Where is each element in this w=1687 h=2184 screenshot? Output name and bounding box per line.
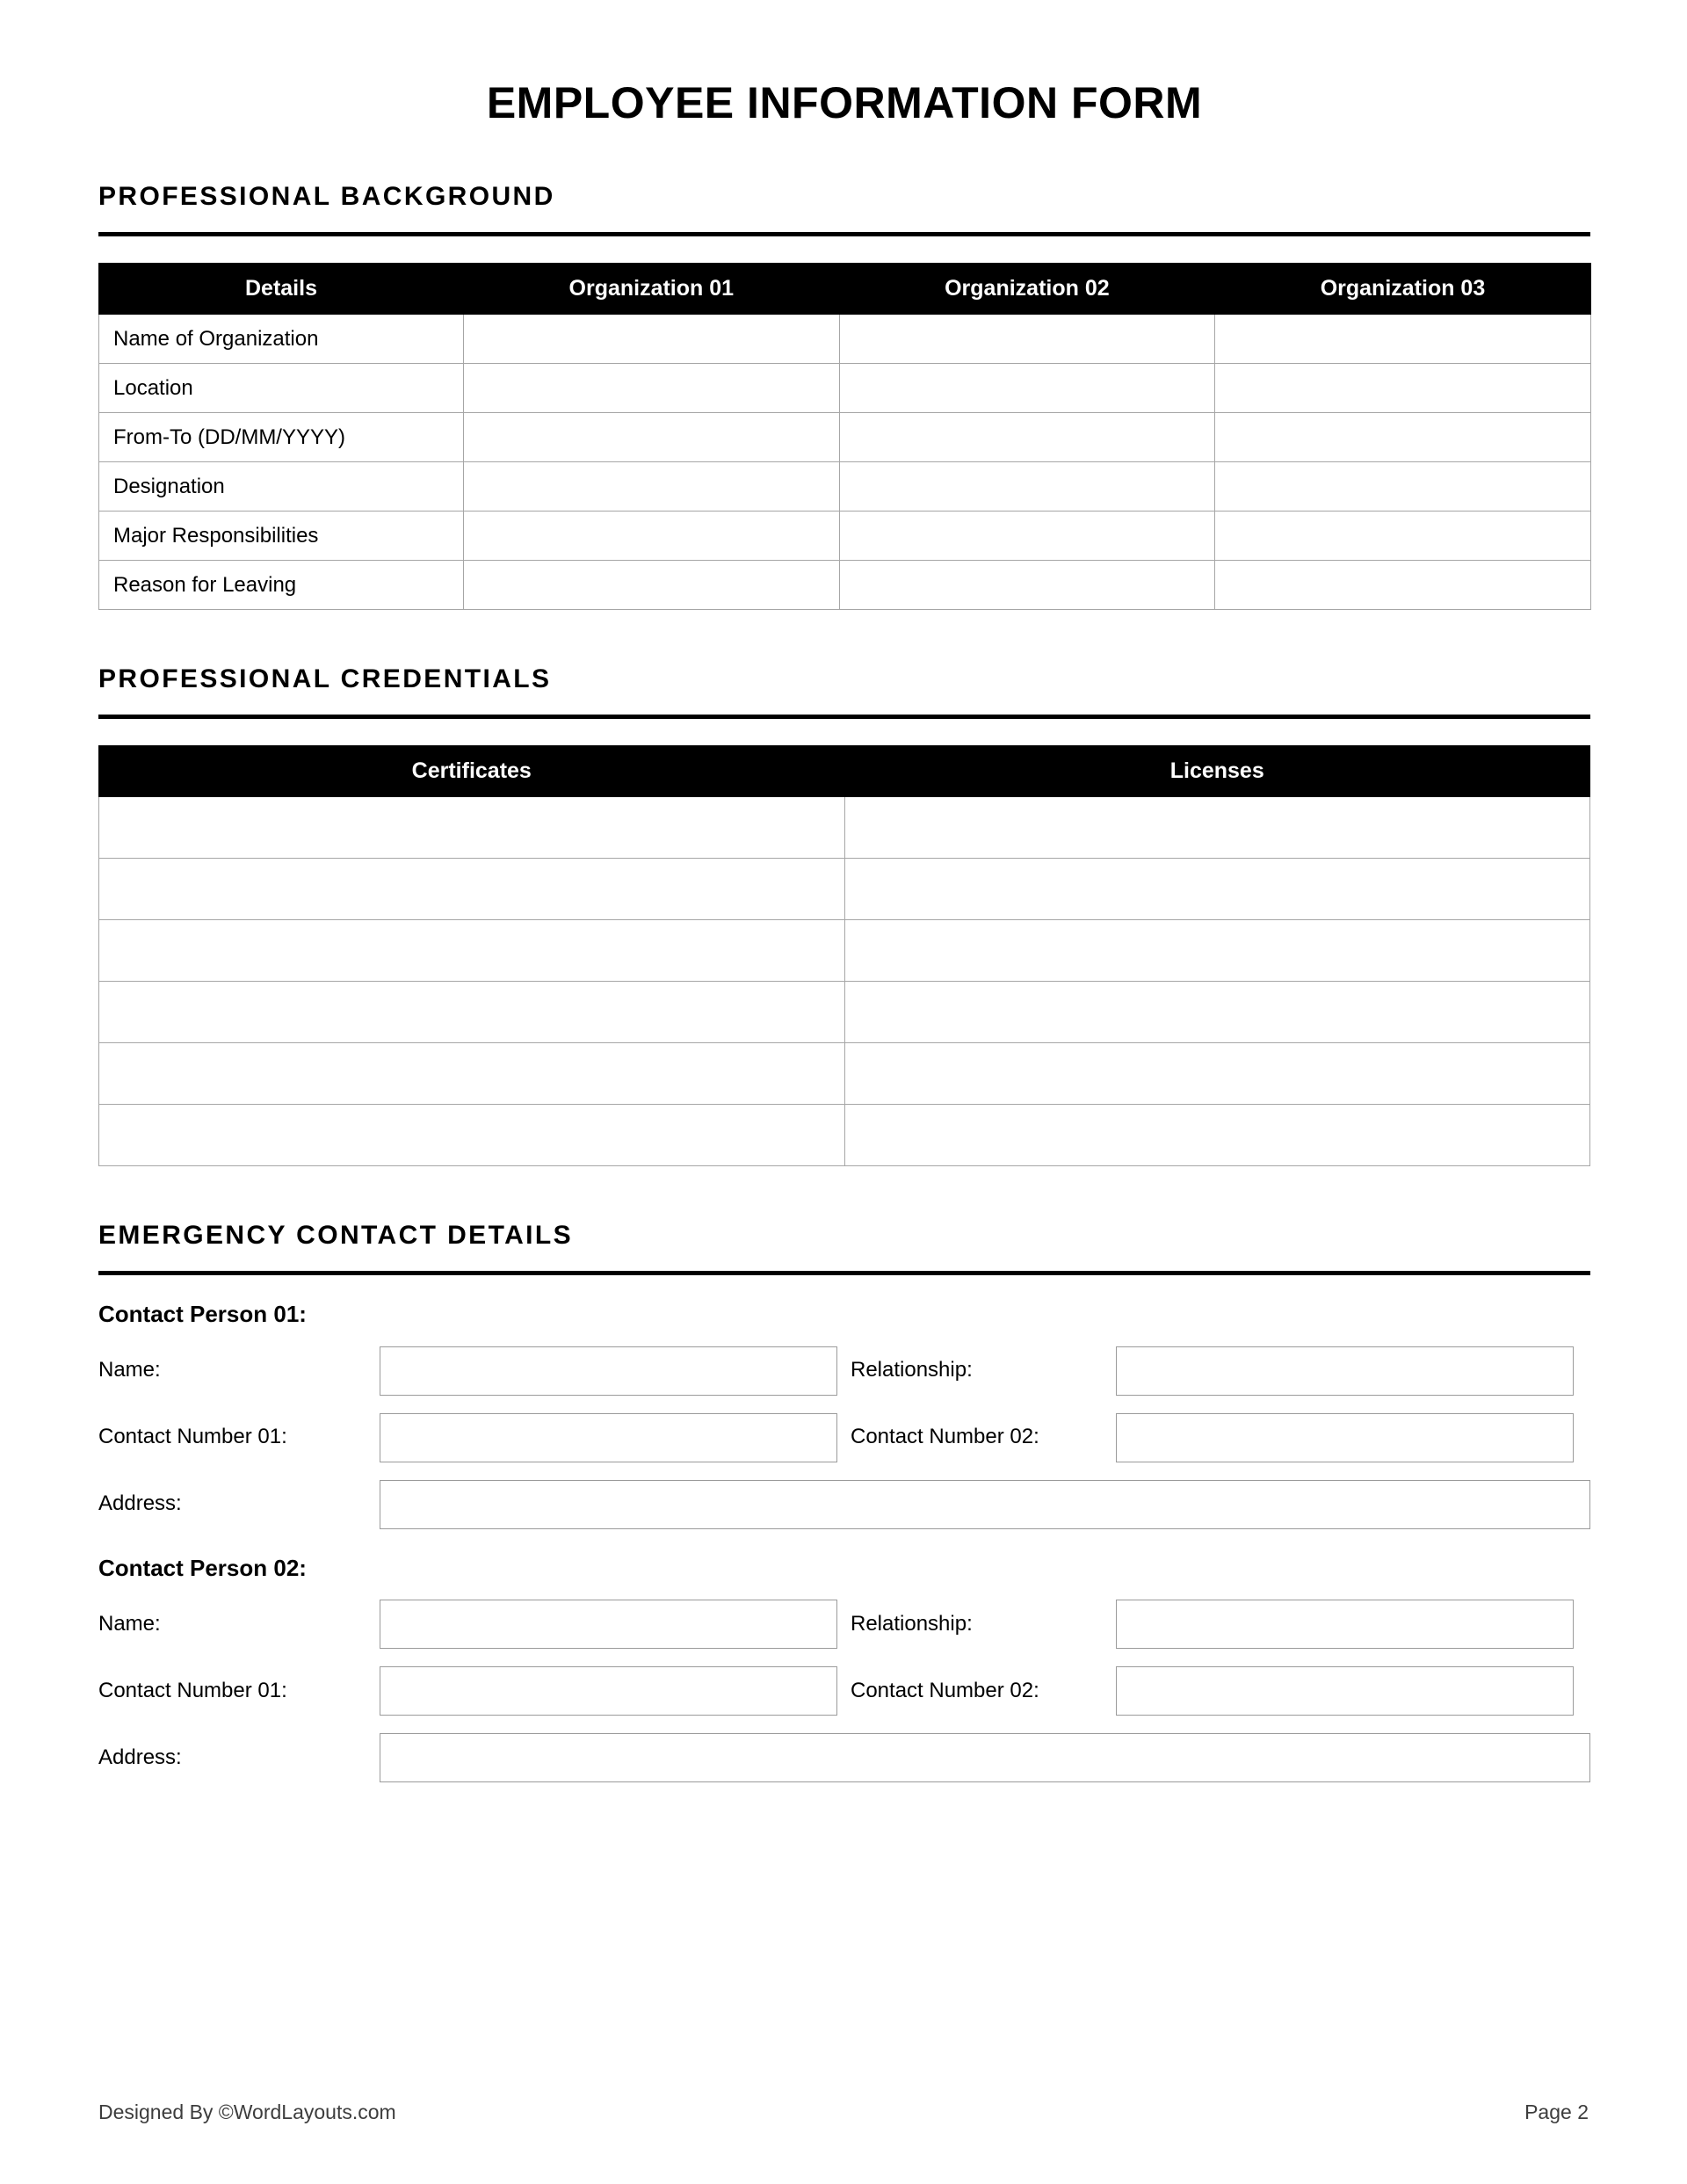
row-label-name-of-organization: Name of Organization: [99, 315, 464, 364]
professional-credentials-table: [98, 745, 1590, 1166]
table-row: [99, 920, 1590, 982]
contact-person-01-group: [98, 1302, 1590, 1529]
section-heading-emergency-contact-details: EMERGENCY CONTACT DETAILS: [98, 1221, 574, 1250]
cell-org03-major-responsibilities[interactable]: [1215, 512, 1591, 561]
table-row: [99, 1043, 1590, 1105]
section-heading-professional-credentials: PROFESSIONAL CREDENTIALS: [98, 664, 552, 693]
footer-credit: Designed By ©WordLayouts.com: [98, 2101, 396, 2123]
section-divider-rule: [98, 1271, 1590, 1275]
footer-page-number: Page 2: [1524, 2101, 1589, 2123]
label-relationship-02: Relationship:: [851, 1611, 973, 1636]
input-relationship-01[interactable]: [1116, 1346, 1574, 1396]
input-contact-number-01-person-02[interactable]: [380, 1666, 837, 1716]
cell-org03-reason-for-leaving[interactable]: [1215, 561, 1591, 610]
row-label-location: Location: [99, 364, 464, 413]
table-row: [99, 462, 1591, 512]
field-row-contact-numbers-01: [98, 1413, 1590, 1462]
field-row-address-01: [98, 1480, 1590, 1529]
table-header-row: [99, 746, 1590, 797]
section-professional-credentials: [98, 664, 1590, 1166]
table-row: [99, 364, 1591, 413]
row-label-from-to: From-To (DD/MM/YYYY): [99, 413, 464, 462]
label-address-01: Address:: [98, 1491, 182, 1516]
cell-license[interactable]: [844, 920, 1590, 982]
column-header-organization-01: Organization 01: [464, 264, 840, 315]
field-row-name-relationship-01: [98, 1346, 1590, 1396]
table-header-row: [99, 264, 1591, 315]
cell-org02-from-to[interactable]: [839, 413, 1215, 462]
label-name-02: Name:: [98, 1611, 161, 1636]
cell-org01-reason-for-leaving[interactable]: [464, 561, 840, 610]
column-header-certificates: Certificates: [99, 746, 845, 797]
cell-org01-designation[interactable]: [464, 462, 840, 512]
page-title: EMPLOYEE INFORMATION FORM: [486, 78, 1203, 127]
label-address-02: Address:: [98, 1745, 182, 1769]
label-contact-number-01-person-02: Contact Number 01:: [98, 1678, 287, 1702]
contact-person-01-label: Contact Person 01:: [98, 1301, 307, 1327]
input-address-02[interactable]: [380, 1733, 1590, 1782]
professional-background-table: [98, 263, 1591, 610]
column-header-organization-03: Organization 03: [1215, 264, 1591, 315]
input-contact-number-02-person-02[interactable]: [1116, 1666, 1574, 1716]
cell-org01-from-to[interactable]: [464, 413, 840, 462]
field-row-name-relationship-02: [98, 1600, 1590, 1649]
section-divider-rule: [98, 232, 1590, 236]
table-row: [99, 1105, 1590, 1166]
cell-org01-location[interactable]: [464, 364, 840, 413]
section-divider-rule: [98, 715, 1590, 719]
field-row-contact-numbers-02: [98, 1666, 1590, 1716]
cell-org03-name-of-organization[interactable]: [1215, 315, 1591, 364]
cell-certificate[interactable]: [99, 920, 845, 982]
cell-org03-designation[interactable]: [1215, 462, 1591, 512]
table-row: [99, 315, 1591, 364]
label-contact-number-02-person-02: Contact Number 02:: [851, 1678, 1039, 1702]
input-contact-number-01-person-01[interactable]: [380, 1413, 837, 1462]
cell-org02-designation[interactable]: [839, 462, 1215, 512]
table-row: [99, 797, 1590, 859]
contact-person-02-label: Contact Person 02:: [98, 1554, 307, 1581]
column-header-organization-02: Organization 02: [839, 264, 1215, 315]
cell-certificate[interactable]: [99, 1105, 845, 1166]
column-header-details: Details: [99, 264, 464, 315]
row-label-reason-for-leaving: Reason for Leaving: [99, 561, 464, 610]
page-content: [98, 0, 1590, 1800]
table-row: [99, 859, 1590, 920]
input-name-02[interactable]: [380, 1600, 837, 1649]
section-professional-background: [98, 182, 1590, 610]
contact-person-02-group: [98, 1556, 1590, 1783]
cell-certificate[interactable]: [99, 1043, 845, 1105]
label-name-01: Name:: [98, 1358, 161, 1382]
label-relationship-01: Relationship:: [851, 1358, 973, 1382]
label-contact-number-02-person-01: Contact Number 02:: [851, 1425, 1039, 1449]
input-name-01[interactable]: [380, 1346, 837, 1396]
cell-certificate[interactable]: [99, 859, 845, 920]
input-contact-number-02-person-01[interactable]: [1116, 1413, 1574, 1462]
cell-certificate[interactable]: [99, 797, 845, 859]
page-footer: [98, 2101, 1589, 2124]
table-row: [99, 512, 1591, 561]
input-address-01[interactable]: [380, 1480, 1590, 1529]
cell-org02-reason-for-leaving[interactable]: [839, 561, 1215, 610]
cell-license[interactable]: [844, 859, 1590, 920]
cell-org02-location[interactable]: [839, 364, 1215, 413]
table-row: [99, 413, 1591, 462]
cell-org03-location[interactable]: [1215, 364, 1591, 413]
section-heading-professional-background: PROFESSIONAL BACKGROUND: [98, 182, 555, 211]
cell-org02-major-responsibilities[interactable]: [839, 512, 1215, 561]
cell-org01-major-responsibilities[interactable]: [464, 512, 840, 561]
cell-org02-name-of-organization[interactable]: [839, 315, 1215, 364]
row-label-designation: Designation: [99, 462, 464, 512]
cell-license[interactable]: [844, 1043, 1590, 1105]
label-contact-number-01-person-01: Contact Number 01:: [98, 1425, 287, 1449]
table-row: [99, 561, 1591, 610]
cell-license[interactable]: [844, 982, 1590, 1043]
input-relationship-02[interactable]: [1116, 1600, 1574, 1649]
cell-org03-from-to[interactable]: [1215, 413, 1591, 462]
cell-license[interactable]: [844, 1105, 1590, 1166]
column-header-licenses: Licenses: [844, 746, 1590, 797]
row-label-major-responsibilities: Major Responsibilities: [99, 512, 464, 561]
cell-org01-name-of-organization[interactable]: [464, 315, 840, 364]
cell-certificate[interactable]: [99, 982, 845, 1043]
table-row: [99, 982, 1590, 1043]
field-row-address-02: [98, 1733, 1590, 1782]
cell-license[interactable]: [844, 797, 1590, 859]
section-emergency-contact-details: [98, 1221, 1590, 1782]
